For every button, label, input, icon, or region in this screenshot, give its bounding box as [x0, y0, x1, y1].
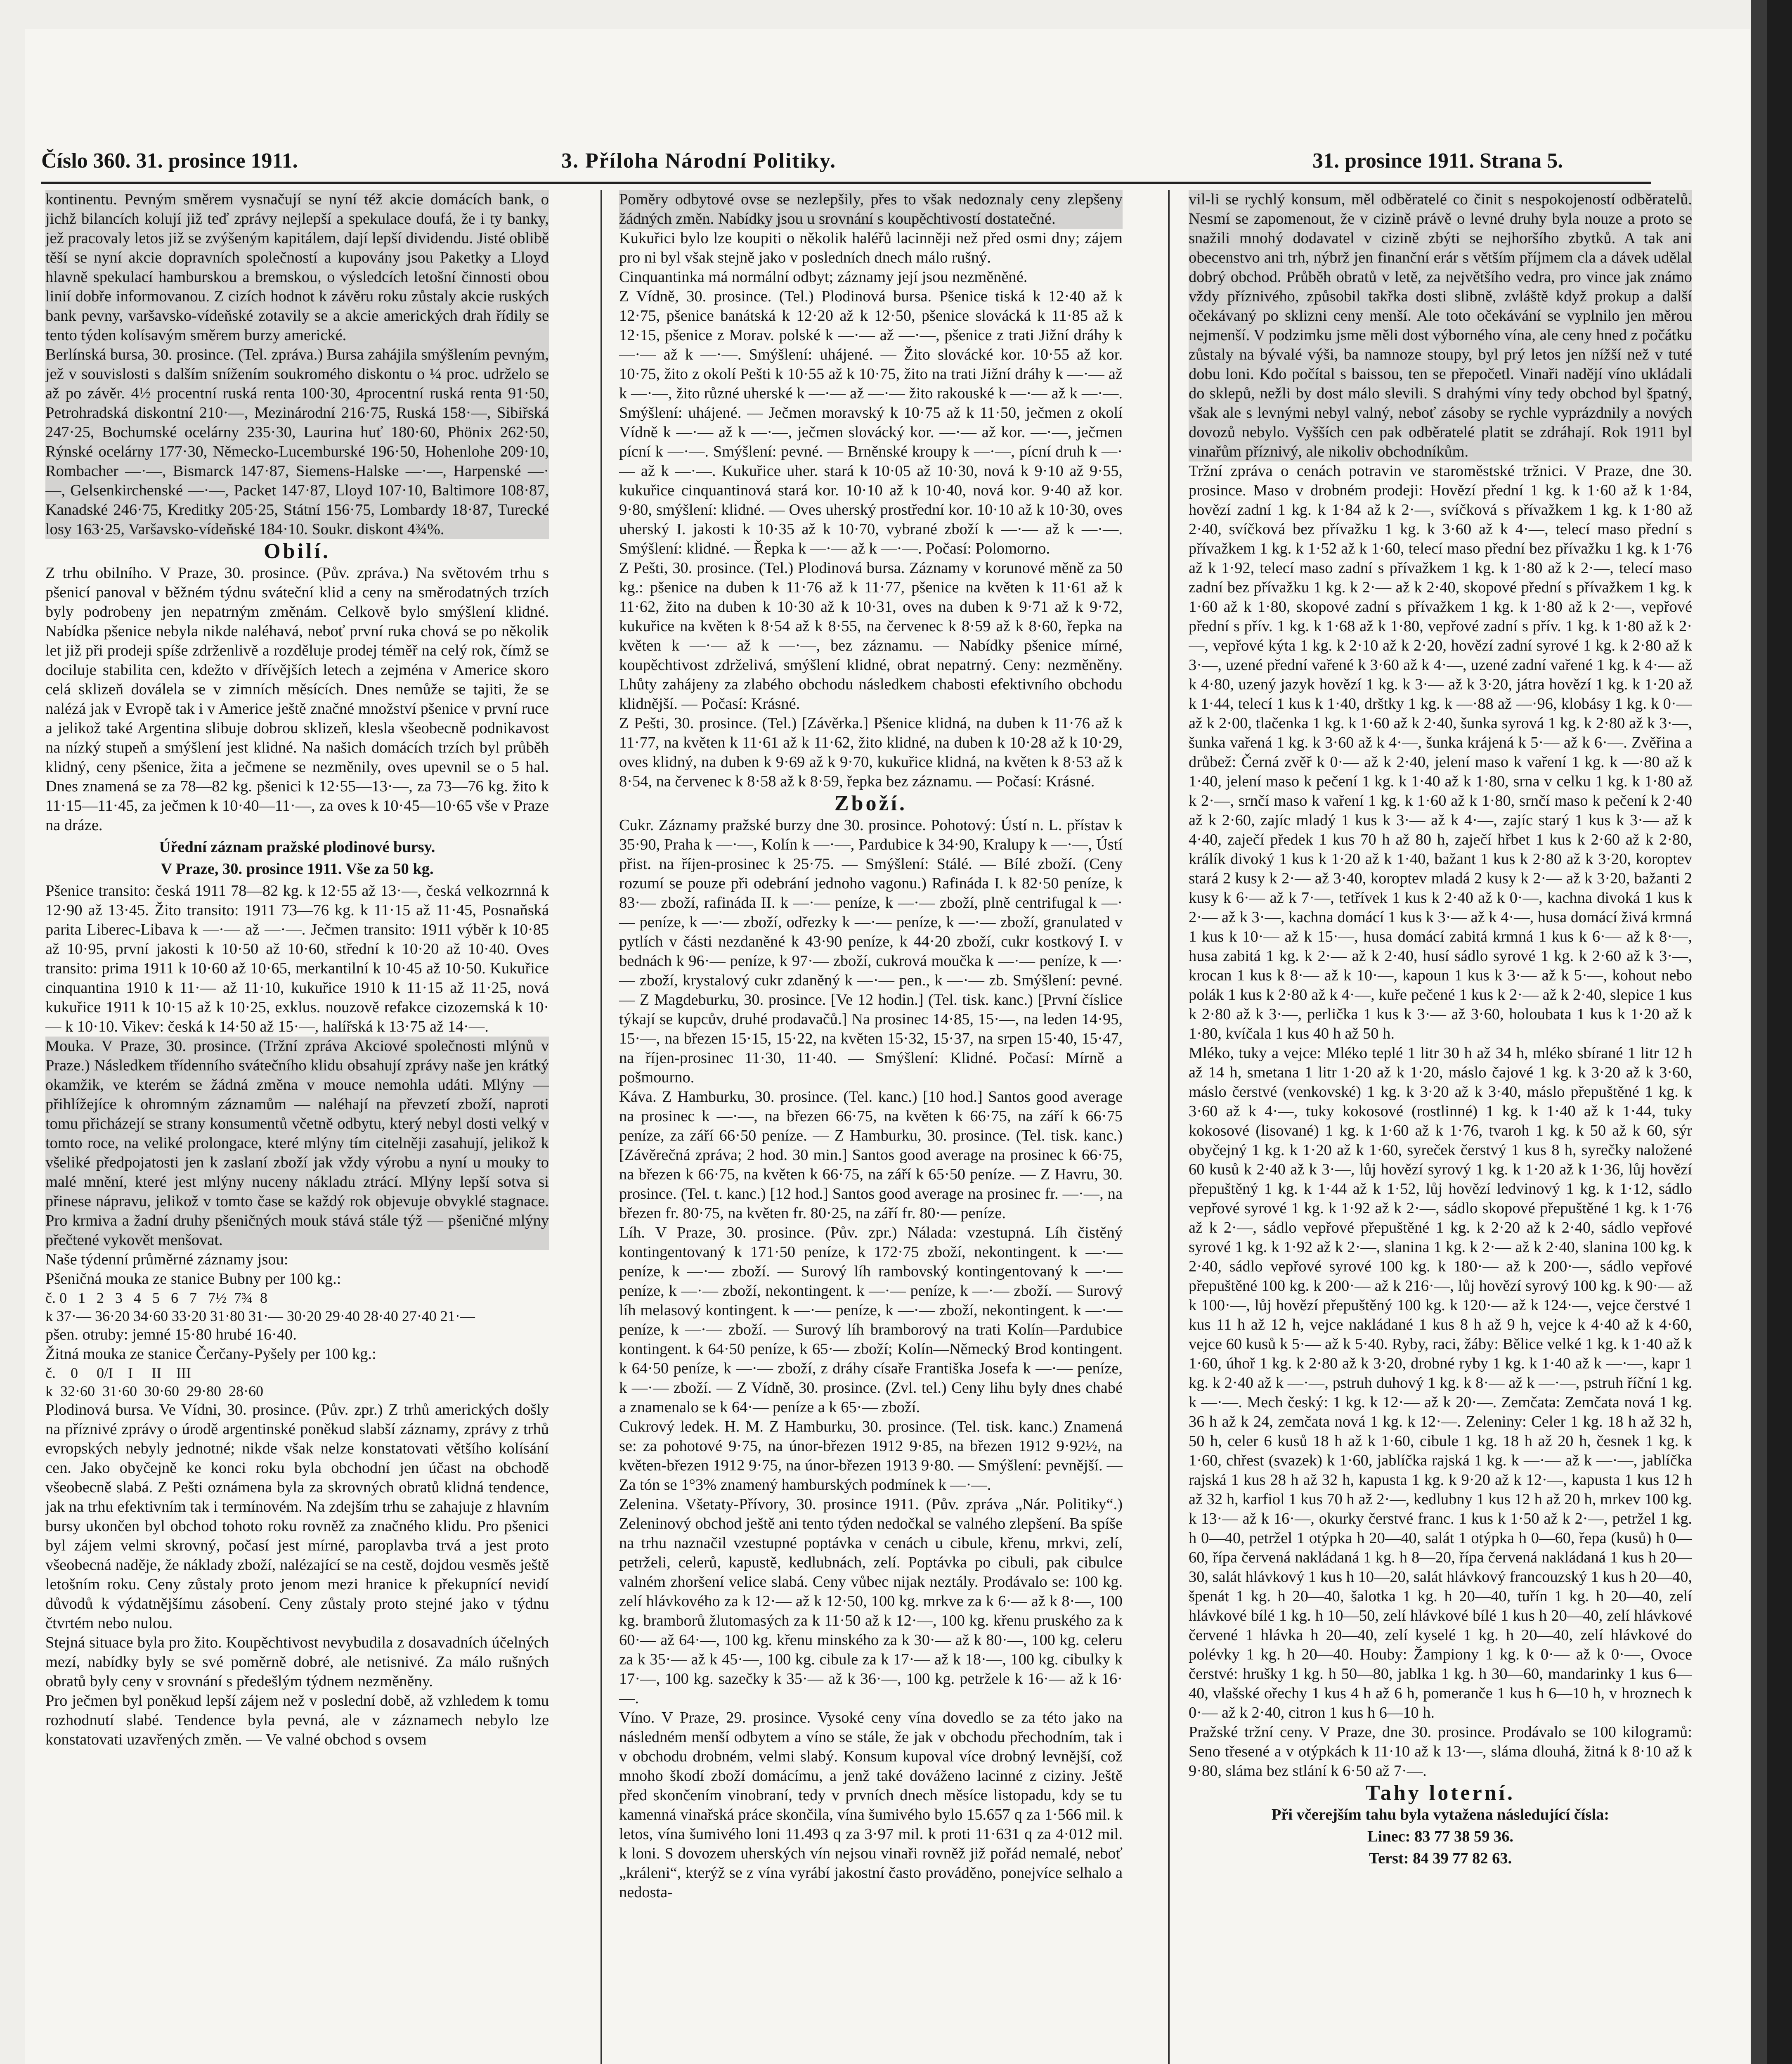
- column-1: [45, 190, 549, 2064]
- page-header: [41, 149, 1651, 182]
- col3-paragraph: Pražské tržní ceny. V Praze, dne 30. prosince. Prodávalo se 100 kilogramů: Seno třesené a v otýpkách k 11·10 až k 13·—, sláma dlouhá, žitná k 8·10 až k 9·80, sláma bez stlání k 6·50 až 7·—.: [1189, 1723, 1692, 1780]
- col2-paragraph: Cukr. Záznamy pražské burzy dne 30. prosince. Pohotový: Ústí n. L. přístav k 35·90, Praha k —·—, Kolín k —·—, Pardubice k 34·90, Kralupy k —·—, Ústí přist. na říjen-prosinec k 25·75. — Smýšlení: Stálé. — Bílé zboží. (Ceny rozumí se pouze při odebrání jednoho vagonu.) Rafináda I. k 82·50 peníze, k 83·— zboží, rafináda II. k —·— peníze, k —·— zboží, plně centrifugal k —·— peníze, k —·— zboží, odřezky k —·— peníze, k —·— zboží, granulated v pytlích v části nezdaněné k 43·90 peníze, k 44·20 zboží, cukr kostkový I. v bednách k 96·— peníze, k 97·— zboží, cukrová moučka k —·— peníze, k —·— zboží, krystalový cukr zdaněný k —·— pen., k —·— zb. Smýšlení: pevné. — Z Magdeburku, 30. prosince. [Ve 12 hodin.] (Tel. tisk. kanc.) [První číslice týkají se kupcův, druhé prodavačů.] Na prosinec 14·85, 15·—, na leden 14·95, 15·—, na březen 15·15, 15·22, na květen 15·32, 15·37, na srpen 15·40, 15·47, na říjen-prosinec 11·30, 11·40. — Smýšlení: Klidné. Počasí: Mírně a pošmourno.: [619, 817, 1123, 1086]
- col2-paragraph: Cukrový ledek. H. M. Z Hamburku, 30. prosince. (Tel. tisk. kanc.) Znamená se: za pohotové 9·75, na únor-březen 1912 9·85, na březen 1912 9·92½, na květen-březen 1912 9·75, na únor-březen 1913 9·80. — Smýšlení: pevnější. — Za tón se 1°3% znamený hamburských podmínek k —·—.: [619, 1418, 1123, 1494]
- col1-paragraph: Pšenice transito: česká 1911 78—82 kg. k 12·55 až 13·—, česká velkozrnná k 12·90 až 13·45. Žito transito: 1911 73—76 kg. k 11·15 až 11·45, Posnaňská parita Liberec-Libava k —·— až —·—. Ječmen transito: 1911 výběr k 10·85 až 10·95, první jakosti k 10·50 až 10·60, střední k 10·20 až 10·40. Oves transito: prima 1911 k 10·60 až 10·65, merkantilní k 10·45 až 10·50. Kukuřice cinquantina 1910 k 11·— až 11·10, kukuřice 1910 k 11·15 až 11·25, nová kukuřice 1911 k 10·15 až k 10·25, exklus. nouzově refakce cizozemská k 10·— k 10·10. Vikev: česká k 14·50 až 15·—, halířská k 13·75 až 14·—.: [45, 882, 549, 1035]
- col1-paragraph: Plodinová bursa. Ve Vídni, 30. prosince. (Pův. zpr.) Z trhů amerických došly na příznivé zprávy o úrodě argentinské poněkud slabší záznamy, zprávy z trhů evropských nebyly jednotné; nikde však nelze konstatovati většího kolísání cen. Jako obyčejně ke konci roku byla obchodní jen účast na obchodě všeobecně slabá. Z Pešti oznámena byla za skrovných obratů klidná tendence, jak na trhu efektivním tak i termínovém. Na zdejším trhu se zahajuje z hlavním bursy ukončen byl obchod tohoto roku rovněž za značného klidu. Pro pšenici byl zájem velmi skrovný, počasí jest mírné, paroplavba trvá a jest proto všeobecná naděje, že náklady zboží, nalézající se na cestě, dojdou vesměs ještě letošním roku. Ceny zůstaly proto jenom mezi hranice k překupnící nevidí důvodů k výdatnějšímu zásobení. Ceny zůstaly proto stejné jako v týdnu čtvrtém nebo nulou.: [45, 1401, 549, 1632]
- col1-paragraph: Z trhu obilního. V Praze, 30. prosince. (Pův. zpráva.) Na světovém trhu s pšenicí panoval v běžném týdnu sváteční klid a ceny na směrodatných trzích byly podrobeny jen nepatrným změnám. Celkově bylo smýšlení klidné. Nabídka pšenice nebyla nikde naléhavá, neboť první ruka chová se po několik let již při prodeji spíše zdrženlivě a rozděluje prodej téměř na celý rok, čímž se dociluje stabilita cen, kdežto v dřívějších letech a zejména v Americe skoro celá sklizeň doválela se v zimních měsících. Dnes nemůže se tajiti, že se nalézá jak v Evropě tak i v Americe ještě značné množství pšenice v první ruce a jelikož také Argentina slibuje dobrou sklizeň, klesla všeobecně podnikavost na nízký stupeň a smýšlení jest klidné. Na našich domácích trzích byl průběh klidný, ceny pšenice, žita a ječmene se nezměnily, oves upevnil se o 5 hal. Dnes znamená se za 78—82 kg. pšenici k 12·55—13·—, za 73—76 kg. žito k 11·15—11·45, za ječmen k 10·40—11·—, za oves k 10·45—10·65 vše v Praze na dráze.: [45, 564, 549, 834]
- col2-paragraph: Cinquantinka má normální odbyt; záznamy její jsou nezměněné.: [619, 268, 1028, 286]
- col3-paragraph: Tržní zpráva o cenách potravin ve staroměstské tržnici. V Praze, dne 30. prosince. Maso v drobném prodeji: Hovězí přední 1 kg. k 1·60 až k 1·84, hovězí zadní 1 kg. k 1·84 až k 2·—, svíčková s přívažkem 1 kg. k 1·80 až 2·40, svíčková bez přívažku 1 kg. k 3·60 až k 4·—, telecí maso přední s přívažkem 1 kg. k 1·52 až k 1·60, telecí maso přední bez přívažku 1 kg. k 1·76 až k 1·92, telecí maso zadní s přívažkem 1 kg. k 1·80 až k 2·—, telecí maso zadní bez přívažku 1 kg. k 2·— až k 2·40, skopové přední s přívažkem 1 kg. k 1·60 až k 1·80, skopové zadní s přívažkem 1 kg. k 1·80 až k 2·—, vepřové přední s přív. 1 kg. k 1·68 až k 1·80, vepřové zadní s přív. 1 kg. k 1·80 až k 2·—, vepřové kýta 1 kg. k 2·10 až k 2·20, hovězí zadní syrové 1 kg. k 2·80 až k 3·—, uzené přední vařené k 3·60 až k 4·—, uzené zadní vařené 1 kg. k 4·— až k 4·80, uzený jazyk hovězí 1 kg. k 3·— až k 3·20, játra hovězí 1 kg. k 1·20 až k 1·44, telecí 1 kus k 1·40, drštky 1 kg. k —·88 až —·96, klobásy 1 kg. k 0·— až k 2·00, tlačenka 1 kg. k 1·60 až k 2·40, šunka syrová 1 kg. k 2·80 až k 3·—, šunka vařená 1 kg. k 3·60 až k 4·—, šunka krájená k 5·— až k 6·—. Zvěřina a drůbež: Černá zvěř k 0·— až k 2·40, jelení maso k vaření 1 kg. k —·80 až k 1·40, jelení maso k pečení 1 kg. k 1·40 až k 1·80, srna v celku 1 kg. k 1·80 až k 2·—, srnčí maso k vaření 1 kg. k 1·60 až k 1·80, srnčí maso k pečení k 2·40 až k 2·60, zajíc mladý 1 kus k 3·— až k 4·—, zajíc starý 1 kus k 3·— až k 4·40, zaječí předek 1 kus 70 h až 80 h, zaječí hřbet 1 kus k 2·60 až k 2·80, králík divoký 1 kus k 1·20 až k 1·40, bažant 1 kus k 2·80 až k 3·20, koroptev stará 2 kusy k 2·— až 3·40, koroptev mladá 2 kusy k 2·— až k 3·20, bažanti 2 kusy k 6·— až k 7·—, tetřívek 1 kus k 2·40 až k 0·—, kachna divoká 1 kus k 2·— až k 3·—, kachna domácí 1 kus k 3·— až k 4·—, husa domácí živá krmná 1 kus k 10·— až k 15·—, husa domácí zabitá krmná 1 kus k 6·— až k 8·—, husa zabitá 1 kg. k 2·— až k 2·40, husí sádlo syrové 1 kg. k 2·60 až k 3·—, krocan 1 kus k 8·— až k 10·—, kapoun 1 kus k 3·— až k 5·—, kohout nebo polák 1 kus k 2·80 až k 4·—, kuře pečené 1 kus k 2·— až k 2·40, slepice 1 kus k 2·80 až k 3·—, perlička 1 kus k 3·— až 3·60, holoubata 1 kus k 1·20 až k 1·80, kvíčala 1 kus 40 h až 50 h.: [1189, 462, 1692, 1042]
- col1-paragraph: Pšeničná mouka ze stanice Bubny per 100 kg.:: [45, 1270, 341, 1288]
- col1-paragraph: kontinentu. Pevným směrem vysnačují se nyní též akcie domácích bank, o jichž bilancích kolují již teď zprávy nejlepší a spekulace doufá, že i ty banky, jež pracovaly letos již se zvýšeným kapitálem, dají lepší dividendu. Jisté oblibě těší se nyní akcie dopravních společností a kupovány jsou Paketky a Lloyd hlavně spekulací hamburskou a bremskou, o výsledcích letošní činnosti obou linií dobře informovanou. Z cizích hodnot k závěru roku zůstaly akcie ruských bank pevny, varšavsko-vídeňské zotavily se a akcie amerických drah řídily se tento týden kolísavým směrem burzy americké.: [45, 190, 549, 345]
- col2-paragraph: Líh. V Praze, 30. prosince. (Pův. zpr.) Nálada: vzestupná. Líh čistěný kontingentovaný k 171·50 peníze, k 172·75 zboží, nekontingent. k —·— peníze, k —·— zboží. — Surový líh rambovský kontingentovaný k —·— peníze, k —·— zboží, nekontingent. k —·— peníze, k —·— zboží. — Surový líh melasový kontingent. k —·— peníze, k —·— zboží, nekontingent. k —·— peníze, k —·— zboží. — Surový líh bramborový na trati Kolín—Pardubice kontingent. k 64·50 peníze, k 65·— zboží; Kolín—Německý Brod kontingent. k 64·50 peníze, k —·— zboží, z dráhy císaře Františka Josefa k —·— peníze, k —·— zboží. — Z Vídně, 30. prosince. (Zvl. tel.) Ceny lihu byly dnes chabé a znamenalo se k 64·— peníze a k 65·— zboží.: [619, 1224, 1123, 1416]
- col2-paragraph: Z Pešti, 30. prosince. (Tel.) Plodinová bursa. Záznamy v korunové měně za 50 kg.: pšenice na duben k 11·76 až k 11·77, pšenice na květen k 11·61 až k 11·62, žito na duben k 10·30 až k 10·31, oves na duben k 9·71 až k 9·72, kukuřice na květen k 8·54 až k 8·55, na červenec k 8·59 až k 8·60, řepka na květen k —·— až k —·—, bez záznamu. — Nabídky pšenice mírné, koupěchtivost zdrželivá, smýšlení klidné, obrat nepatrný. Ceny: nezměněny. Lhůty zahájeny za zlabého obchodu následkem chabosti efektivního obchodu klidnější. — Počasí: Krásné.: [619, 559, 1123, 712]
- col1-paragraph: Naše týdenní průměrné záznamy jsou:: [45, 1251, 288, 1268]
- col1-paragraph: Stejná situace byla pro žito. Koupěchtivost nevybudila z dosavadních účelných mezí, nabídky byly se své poměrně dobré, ale netisnivé. Za málo rušných obratů byly ceny v srovnání s předešlým týdnem nezměněny.: [45, 1634, 549, 1690]
- col2-paragraph: Z Pešti, 30. prosince. (Tel.) [Závěrka.] Pšenice klidná, na duben k 11·76 až k 11·77, na květen k 11·61 až k 11·62, žito klidné, na duben k 10·28 až k 10·29, oves klidný, na duben k 9·69 až k 9·70, kukuřice klidná, na květen k 8·53 až k 8·54, na červenec k 8·58 až k 8·59, řepka bez záznamu. — Počasí: Krásné.: [619, 715, 1123, 790]
- col2-paragraph: Káva. Z Hamburku, 30. prosince. (Tel. kanc.) [10 hod.] Santos good average na prosinec k —·—, na březen 66·75, na květen k 66·75, na září k 66·75 peníze, za září 66·50 peníze. — Z Hamburku, 30. prosince. (Tel. tisk. kanc.) [Závěrečná zpráva; 2 hod. 30 min.] Santos good average na prosinec k 66·75, na březen k 66·75, na květen k 66·75, na září k 65·50 peníze. — Z Havru, 30. prosince. (Tel. t. kanc.) [12 hod.] Santos good average na prosinec fr. —·—, na březen fr. 80·75, na květen fr. 80·25, na září fr. 80·— peníze.: [619, 1088, 1123, 1222]
- col1-paragraph: č. 0 0/I I II III k 32·60 31·60 30·60 29·80 28·60: [45, 1365, 263, 1399]
- col3-paragraph: Tahy loterní.: [1365, 1781, 1515, 1805]
- scan-edge-dark: [1767, 0, 1792, 2064]
- col1-paragraph: pšen. otruby: jemné 15·80 hrubé 16·40.: [45, 1326, 297, 1343]
- issue-number-date: Číslo 360. 31. prosince 1911.: [41, 149, 298, 173]
- supplement-title: 3. Příloha Národní Politiky.: [561, 149, 837, 173]
- col1-paragraph: Obilí.: [264, 540, 331, 563]
- column-divider: [600, 190, 602, 2064]
- col2-paragraph: Zboží.: [834, 792, 908, 815]
- col1-paragraph: V Praze, 30. prosince 1911. Vše za 50 kg.: [161, 860, 434, 878]
- col2-paragraph: Poměry odbytové ovse se nezlepšily, přes to však nedoznaly ceny zlepšeny žádných změn. Nabídky jsou u srovnání s koupěchtivostí dostatečné.: [619, 190, 1123, 229]
- column-3: [1189, 190, 1692, 2064]
- date-page-number: 31. prosince 1911. Strana 5.: [1312, 149, 1563, 173]
- col3-paragraph: Terst: 84 39 77 82 63.: [1369, 1850, 1512, 1867]
- column-2: [619, 190, 1123, 2064]
- col2-paragraph: Kukuřici bylo lze koupiti o několik haléřů lacinněji než před osmi dny; zájem pro ni byl však stejně jako v posledních dnech málo rušný.: [619, 230, 1123, 266]
- scan-edge: [1751, 0, 1767, 2064]
- col1-paragraph: Pro ječmen byl poněkud lepší zájem než v poslední době, až vzhledem k tomu rozhodnutí slabé. Tendence byla pevná, ale v záznamech nebylo lze konstatovati uzavřených změn. — Ve valné obchod s ovsem: [45, 1692, 549, 1748]
- col1-paragraph: č. 0 1 2 3 4 5 6 7 7½ 7¾ 8 k 37·— 36·20 34·60 33·20 31·80 31·— 30·20 29·40 28·40 27·40 21·—: [45, 1290, 475, 1324]
- col1-paragraph: Berlínská bursa, 30. prosince. (Tel. zpráva.) Bursa zahájila smýšlením pevným, jež v souvislosti s dalším snížením soukromého diskontu o ¼ proc. udrželo se až po závěr. 4½ procentní ruská renta 100·30, 4procentní ruská renta 91·50, Petrohradská diskontní 210·—, Mezinárodní 216·75, Ruská 158·—, Sibiřská 247·25, Bochumské ocelárny 235·30, Laurina huť 180·60, Phönix 262·50, Rýnské ocelárny 177·30, Německo-Lucemburské 196·50, Hohenlohe 209·10, Rombacher —·—, Bismarck 147·87, Siemens-Halske —·—, Harpenské —·—, Gelsenkirchenské —·—, Packet 147·87, Lloyd 107·10, Baltimore 108·87, Kanadské 246·75, Kreditky 205·25, Státní 156·75, Lombardy 18·87, Turecké losy 163·25, Varšavsko-vídeňské 184·10. Soukr. diskont 4¾%.: [45, 345, 549, 539]
- col3-paragraph: Linec: 83 77 38 59 36.: [1367, 1828, 1514, 1845]
- col2-paragraph: Z Vídně, 30. prosince. (Tel.) Plodinová bursa. Pšenice tiská k 12·40 až k 12·75, pšenice banátská k 12·20 až k 12·50, pšenice slovácká k 11·85 až k 12·15, pšenice z Morav. polské k —·— až —·—, pšenice z trati Jižní dráhy k —·— až k —·—. Smýšlení: uhájené. — Žito slovácké kor. 10·55 až kor. 10·75, žito z okolí Pešti k 10·55 až k 10·75, žito na trati Jižní dráhy k —·— až k —·—, žito různé uherské k —·— až —·— žito rakouské k —·— až k —·—. Smýšlení: uhájené. — Ječmen moravský k 10·75 až k 11·50, ječmen z okolí Vídně k —·— až k —·—, ječmen slovácký kor. —·— až kor. —·—, ječmen pícní k —·—. Smýšlení: pevné. — Brněnské kroupy k —·—, pícní druh k —·— až k —·—. Kukuřice uher. stará k 10·05 až 10·30, nová k 9·10 až 9·55, kukuřice cinquantinová stará kor. 10·10 až k 10·40, nová kor. 9·40 až kor. 9·80, smýšlení: klidné. — Oves uherský prostřední kor. 10·10 až k 10·30, oves uherský I. jakosti k 10·35 až k 10·70, vybrané zboží k —·— až k —·—. Smýšlení: klidné. — Řepka k —·— až k —·—. Počasí: Polomorno.: [619, 288, 1123, 557]
- col1-paragraph: Úřední záznam pražské plodinové bursy.: [159, 838, 435, 856]
- column-divider: [1168, 190, 1170, 2064]
- col3-paragraph: Mléko, tuky a vejce: Mléko teplé 1 litr 30 h až 34 h, mléko sbírané 1 litr 12 h až 14 h, smetana 1 litr 1·20 až k 1·20, máslo čajové 1 kg. k 3·20 až k 3·60, máslo čerstvé (venkovské) 1 kg. k 3·20 až k 3·40, máslo přepuštěné 1 kg. k 3·60 až k 4·—, tuky kokosové (rostlinné) 1 kg. k 1·40 až k 1·44, tuky kokosové (lisované) 1 kg. k 1·60 až k 1·76, tvaroh 1 kg. k 50 až k 60, sýr obyčejný 1 kg. k 1·20 až k 1·60, syreček čerstvý 1 kus 8 h, syrečky naložené 60 kusů k 2·40 až k 3·—, lůj hovězí syrový 1 kg. k 1·20 až k 1·36, lůj hovězí přepuštěný 1 kg. k 1·44 až k 1·52, lůj hovězí ledvinový 1 kg. k 1·12, sádlo vepřové syrové 1 kg. k 1·92 až k 2·—, sádlo skopové přepuštěné 1 kg. k 1·76 až k 2·—, sádlo vepřové přepuštěné 1 kg. k 2·20 až k 2·40, sádlo vepřové syrové 1 kg. k 1·92 až k 2·—, slanina 1 kg. k 2·— až k 2·40, slanina 100 kg. k 2·40, sádlo vepřové syrové 100 kg. k 180·— až k 200·—, sádlo vepřové přepuštěné 100 kg. k 200·— až k 216·—, lůj hovězí syrový 100 kg. k 90·— až k 100·—, lůj hovězí přepuštěný 100 kg. k 120·— až k 124·—, vejce čerstvé 1 kus 11 h až 12 h, vejce nakládané 1 kus 8 h až 9 h, vejce k 4·40 až k 4·60, vejce 60 kusů k 5·— až k 5·40. Ryby, raci, žáby: Bělice velké 1 kg. k 1·40 až k 1·60, úhoř 1 kg. k 2·80 až k 3·20, drobné ryby 1 kg. k 1·40 až k —·—, kapr 1 kg. k 2·40 až k —·—, pstruh duhový 1 kg. k 8·— až k —·—, pstruh říční 1 kg. k —·—. Mech český: 1 kg. k 12·— až k 20·—. Zemčata: Zemčata nová 1 kg. 36 h až k 24, zemčata nová 1 kg. k 12·—. Zeleniny: Celer 1 kg. 18 h až 32 h, 50 h, celer 6 kusů 18 h až k 1·60, cibule 1 kg. 18 h až 20 h, česnek 1 kg. k 1·60, chřest (svazek) k 1·60, jablíčka rajská 1 kg. k —·— až k —·—, jablíčka rajská 1 kus 28 h až 32 h, kapusta 1 kg. k 9·20 až k 12·—, kapusta 1 kus 12 h až 32 h, karfiol 1 kus 70 h až 2·—, kedlubny 1 kus 12 h až 20 h, mrkev 100 kg. k 13·— až k 16·—, okurky čerstvé franc. 1 kus k 1·50 až k 2·—, petržel 1 kg. h 0—40, petržel 1 otýpka h 20—40, salát 1 otýpka h 0—60, řepa (kusů) h 0—60, řípa červená nakládaná 1 kg. h 8—20, řípa červená nakládaná 1 kus h 20—30, salát hlávkový 1 kus h 10—20, salát hlávkový francouzský 1 kus h 20—40, špenát 1 kg. h 20—40, šalotka 1 kg. h 20—40, tuřín 1 kg. h 20—40, zelí hlávkové bílé 1 kg. h 10—50, zelí hlávkové bílé 1 kus h 20—40, zelí hlávkové červené 1 hlávka h 20—40, zelí kyselé 1 kg. h 20—40, zelí hlávkové do polévky 1 kg. h 20—40. Houby: Žampiony 1 kg. k 0·— až k 0·—, Ovoce čerstvé: hrušky 1 kg. h 50—80, jablka 1 kg. h 30—60, mandarinky 1 kus 6—40, vlašské ořechy 1 kus 4 h až 6 h, pomeranče 1 kus h 6—10 h, v hroznech k 0·— až k 2·40, citron 1 kus h 6—10 h.: [1189, 1044, 1692, 1721]
- col3-paragraph: Při včerejším tahu byla vytažena následující čísla:: [1271, 1806, 1610, 1823]
- col2-paragraph: Zelenina. Všetaty-Přívory, 30. prosince 1911. (Pův. zpráva „Nár. Politiky“.) Zeleninový obchod ještě ani tento týden nedočkal se valného zlepšení. Ba spíše na trhu naznačil vzestupné poptávka v cenách u cibule, křenu, mrkvi, zelí, petrželi, celerů, kapustě, kedlubnách, zelí. Poptávka po cibuli, pak cibulce valném zhoršení velice slabá. Ceny vůbec nijak neztály. Prodávalo se: 100 kg. zelí hlávkového za k 12·— až k 12·50, 100 kg. mrkve za k 6·— až k 8·—, 100 kg. bramborů žlutomasých za k 11·50 až k 12·—, 100 kg. křenu pruského za k 60·— až 64·—, 100 kg. křenu minského za k 30·— až k 80·—, 100 kg. celeru za k 35·— až k 45·—, 100 kg. cibule za k 17·— až k 18·—, 100 kg. cibulky k 17·—, 100 kg. sazečky k 35·— až k 36·—, 100 kg. petržele k 16·— až k 16·—.: [619, 1496, 1123, 1707]
- col3-paragraph: vil-li se rychlý konsum, měl odběratelé co činit s nespokojeností odběratelů. Nesmí se zapomenout, že v cizině právě o levné druhy byla nouze a proto se snažili mnohý dodavatel v cizině zbýti se nejhoršího zbytků. A tak ani obecenstvo ani trh, nýbrž jen finanční erár s větším příjmem cla a dávek udělal dobrý obchod. Průběh obratů v letě, za největšího vedra, pro vince jak známo vždy příznivého, způsobil takřka dosti slibně, zvláště když prokup a další očekávaný po sklizni ceny menší. Ale toto očekávání se vyplnilo jen měrou nejmenší. V podzimku jsme měli dost výborného vína, ale ceny hned z počátku zůstaly na bývalé výši, ba namnoze stoupy, byl prý letos jen nížší než v tuté dobu loni. Kdo počítal s baissou, ten se přepočetl. Vinaři nadějí víno ukládali do sklepů, nežli by dost málo slevili. S drahými víny tedy obchod byl špatný, však ale s levnými nebyl valný, neboť zásoby se rychle vyprázdnily a nových dovozů nebylo. Vyšších cen pak odběratelé platit se zdráhají. Rok 1911 byl vinařům příznivý, ale nikoliv obchodníkům.: [1189, 190, 1692, 462]
- col1-paragraph: Mouka. V Praze, 30. prosince. (Tržní zpráva Akciové společnosti mlýnů v Praze.) Následkem třídenního svátečního klidu obsahují zprávy naše jen krátký okamžik, ve kterém se žádná změna v mouce nemohla udáti. Mlýny — přihlížejíce k ohromným záznamům — naléhají na převzetí zboží, naproti tomu přicházejí se strany konsumentů včetně odbytu, který nebyl dosti velký v tomto roce, na veliké prolongace, které mlýny tím citelněji zasahují, jelikož k všeliké předpojatosti jen k zaslaní zboží jak vždy výrobu a nyní u mouky to malé mnění, které jest mlýny nuceny nákladu ztrácí. Mlýny lepší sotva si přinese nápravu, jelikož v tomto čase se každý rok objevuje obvyklé stagnace. Pro krmiva a žadní druhy pšeničných mouk stává stále týž — pšeničné mlýny přečtené vykovět menšovat.: [45, 1037, 549, 1250]
- col1-paragraph: Žitná mouka ze stanice Čerčany-Pyšely per 100 kg.:: [45, 1345, 376, 1363]
- header-rule: [41, 182, 1651, 184]
- col2-paragraph: Víno. V Praze, 29. prosince. Vysoké ceny vína dovedlo se za této jako na následném menší odbytem a víno se stále, že jak v obchodu přechodním, tak i v obchodu drobném, velmi slabý. Konsum kupoval více drobný levnější, což mnoho škodí zboží domácímu, a jenž také dováženo lacinné z ciziny. Ještě před skončením vinobraní, tedy v prvních dnech měsíce listopadu, kdy se tu kamenná vinařská práce skončila, vína šumivého bylo 15.657 q za 1·566 mil. k letos, vína šumivého loni 11.493 q za 3·97 mil. k proti 11·631 q za 4·012 mil. k loni. S dovozem uherských vín nejsou vinaři rovněž již pořád nemalé, neboť „králeni“, kterýž se z vína vyrábí jakostní často prováděno, ponejvíce selhalo a nedosta-: [619, 1709, 1123, 1901]
